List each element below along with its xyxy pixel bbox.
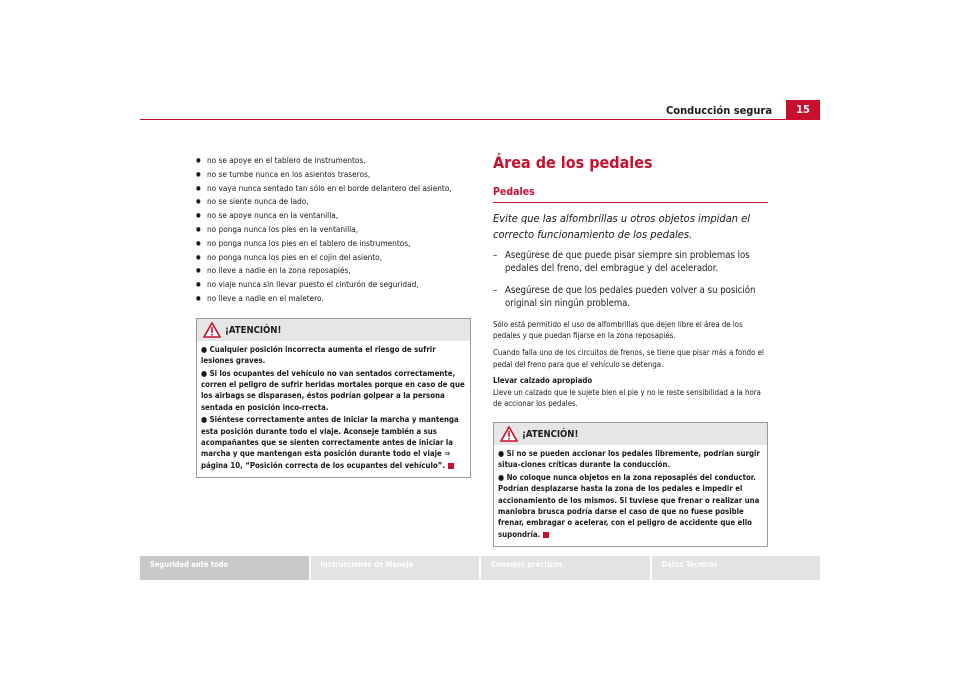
list-item: – Asegúrese de que puede pisar siempre sin problemas los pedales del freno, del embrague y del acelerador. bbox=[493, 249, 768, 276]
warning-title: ¡ATENCIÓN! bbox=[522, 428, 579, 440]
end-square-icon bbox=[543, 532, 549, 538]
list-item: ● no se siente nunca de lado, bbox=[196, 195, 471, 209]
footwear-heading: Llevar calzado apropiado bbox=[493, 376, 593, 386]
warning-title: ¡ATENCIÓN! bbox=[225, 324, 282, 336]
warning-box bbox=[196, 318, 471, 478]
list-item: ● no vaya nunca sentado tan sólo en el borde delantero del asiento, bbox=[196, 182, 471, 196]
warning-box bbox=[493, 422, 768, 547]
warning-item: ● Si no se pueden accionar los pedales libremente, podrían surgir situa-ciones críticas durante la conducción. bbox=[498, 448, 760, 470]
warning-item: ● Cualquier posición incorrecta aumenta el riesgo de sufrir lesiones graves. bbox=[201, 344, 436, 366]
tab-consejos[interactable]: Consejos prácticos bbox=[481, 556, 650, 580]
warning-item: ● Siéntese correctamente antes de iniciar la marcha y mantenga esta posición durante todo el viaje. Aconseje también a sus acompañantes que se sienten correctamente antes de iniciar la marcha y que mantengan esta posición durante todo el viaje ⇒ página 10, “Posición correcta de los ocupantes del vehículo”. bbox=[201, 415, 459, 470]
left-column bbox=[196, 154, 471, 478]
paragraph: Lleve un calzado que le sujete bien el pie y no le reste sensibilidad a la hora de accionar los pedales. bbox=[493, 387, 761, 409]
warning-header bbox=[494, 423, 767, 445]
tab-datos-tecnicos[interactable]: Datos Técnicos bbox=[652, 556, 821, 580]
list-item: ● no viaje nunca sin llevar puesto el cinturón de seguridad, bbox=[196, 278, 471, 292]
tab-seguridad[interactable]: Seguridad ante todo bbox=[140, 556, 309, 580]
warning-body bbox=[197, 341, 470, 477]
list-item: ● no se tumbe nunca en los asientos traseros, bbox=[196, 168, 471, 182]
footer-nav bbox=[140, 556, 820, 580]
running-section-title: Conducción segura bbox=[666, 104, 772, 117]
list-item: – Asegúrese de que los pedales pueden volver a su posición original sin ningún problema. bbox=[493, 284, 768, 311]
bullet-icon: ● bbox=[498, 472, 507, 482]
warning-header bbox=[197, 319, 470, 341]
list-item: ● no ponga nunca los pies en la ventanilla, bbox=[196, 223, 471, 237]
intro-text: Evite que las alfombrillas u otros objetos impidan el correcto funcionamiento de los pedales. bbox=[493, 211, 751, 241]
tab-instrucciones[interactable]: Instrucciones de Manejo bbox=[311, 556, 480, 580]
page-number: 15 bbox=[786, 100, 820, 120]
posture-bullet-list bbox=[196, 154, 471, 306]
warning-item: ● Si los ocupantes del vehículo no van sentados correctamente, corren el peligro de sufrir heridas mortales porque en caso de que los airbags se disparasen, éstos podrían golpear a la persona sentada en posición inco-rrecta. bbox=[201, 368, 465, 412]
warning-item: ● No coloque nunca objetos en la zona reposapiés del conductor. Podrían desplazarse hasta la zona de los pedales e impedir el accionamiento de los mismos. Si tuviese que frenar o realizar una maniobra brusca podría darse el caso de que no fuese posible frenar, embragar o acelerar, con el peligro de accidente que ello supondría. bbox=[498, 472, 760, 539]
list-item: ● no se apoye en el tablero de instrumentos, bbox=[196, 154, 471, 168]
section-title: Área de los pedales bbox=[493, 153, 653, 172]
list-item: ● no se apoye nunca en la ventanilla, bbox=[196, 209, 471, 223]
warning-body bbox=[494, 445, 767, 546]
end-square-icon bbox=[448, 463, 454, 469]
bullet-icon: ● bbox=[201, 415, 210, 425]
page-header bbox=[140, 100, 820, 120]
header-rule bbox=[140, 119, 820, 120]
warning-triangle-icon bbox=[500, 426, 518, 442]
warning-triangle-icon bbox=[203, 322, 221, 338]
list-item: ● no ponga nunca los pies en el cojín del asiento, bbox=[196, 251, 471, 265]
bullet-icon: ● bbox=[201, 368, 210, 378]
paragraph: Sólo está permitido el uso de alfombrillas que dejen libre el área de los pedales y que puedan fijarse en la zona reposapiés. bbox=[493, 319, 743, 341]
bullet-icon: ● bbox=[201, 344, 210, 354]
list-item: ● no ponga nunca los pies en el tablero de instrumentos, bbox=[196, 237, 471, 251]
paragraph: Cuando falla uno de los circuitos de frenos, se tiene que pisar más a fondo el pedal del freno para que el vehículo se detenga. bbox=[493, 347, 764, 369]
subsection-title: Pedales bbox=[493, 186, 768, 203]
list-item: ● no lleve a nadie en el maletero. bbox=[196, 292, 471, 306]
list-item: ● no lleve a nadie en la zona reposapiés, bbox=[196, 264, 471, 278]
instruction-list bbox=[493, 249, 768, 311]
right-column bbox=[493, 154, 768, 547]
bullet-icon: ● bbox=[498, 448, 507, 458]
